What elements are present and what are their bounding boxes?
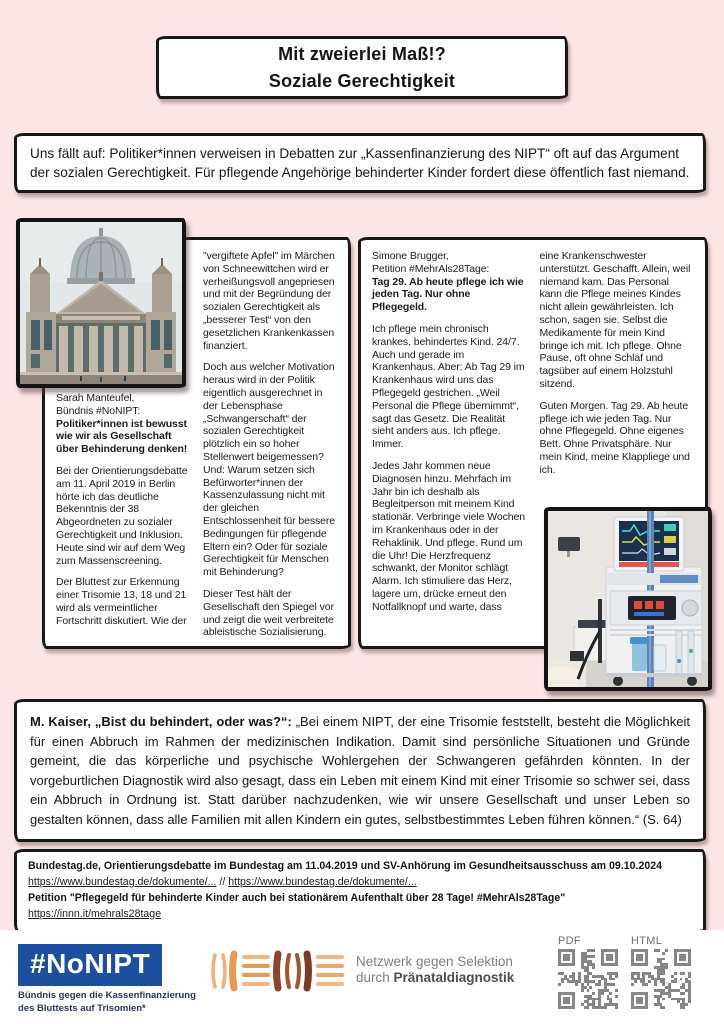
qr-code-html xyxy=(631,949,691,1009)
page-title-line1: Mit zweierlei Maß!? xyxy=(278,43,446,64)
paragraph: eine Krankenschwester unterstützt. Geschafft. Allein, weil niemand kam. Das Personal kann die Pflege meines Kindes nicht allein gewährleisten. Ich schon, sagen sie. Selbst die Medikamente für mein Kind bringe ich mit. Ich pflege. Ohne Pause, oft ohne Schlaf und tagsüber auf einem Holzstuhl sitzend. xyxy=(539,250,691,390)
netzwerk-logo-icon xyxy=(208,950,348,992)
intro-text: Uns fällt auf: Politiker*innen verweisen in Debatten zur „Kassenfinanzierung des NIPT“ oft auf das Argument der sozialen Gerechtigkeit. Für pflegende Angehörige behinderter Kinder fordert diese öffentlich fast niemand. xyxy=(30,146,690,181)
qr-label-html: HTML xyxy=(631,935,663,947)
medical-ventilator-photo xyxy=(544,507,712,691)
paragraph: Doch aus welcher Motivation heraus wird in der Politik eigentlich ausgerechnet in der Lebensphase „Schwangerschaft“ der sozialen Gerechtigkeit plötzlich ein so hoher Stellenwert beigemessen? Und: Warum setzen sich Befürworter*innen der Kassenzulassung nicht mit der gleichen Entschlossenheit für bessere Bedingungen für pflegende Eltern ein? Oder für soziale Gerechtigkeit für Menschen mit Behinderung? xyxy=(203,361,336,579)
column-2 xyxy=(203,250,337,639)
page-title-line2: Soziale Gerechtigkeit xyxy=(268,70,456,91)
title-box xyxy=(156,36,568,99)
sources-box xyxy=(14,849,706,933)
nonipt-logo-badge: #NoNIPT xyxy=(18,944,162,986)
petition-link[interactable]: https://innn.it/mehrals28tage xyxy=(28,907,162,920)
reichstag-photo xyxy=(16,218,186,388)
paragraph: Jedes Jahr kommen neue Diagnosen hinzu. Mehrfach im Jahr bin ich deshalb als Begleitperson mit meinem Kind stationär. Verbringe viele Wochen im Krankenhaus oder in der Rehaklinik. Und pflege. Rund um die Uhr! Die Herzfrequenz schwankt, der Monitor schlägt Alarm. Ich stimuliere das Herz, lagere um, drücke erneut den Notfallknopf und warte, dass xyxy=(372,459,525,613)
paragraph: Der Bluttest zur Erkennung einer Trisomie 13, 18 und 21 wird als vermeintlicher Fortschritt diskutiert. Wie der xyxy=(56,576,187,627)
bundestag-link-2[interactable]: https://www.bundestag.de/dokumente/... xyxy=(228,875,417,888)
source-title-bundestag: Bundestag.de, Orientierungsdebatte im Bundestag am 11.04.2019 und SV-Anhörung im Gesundheitsausschuss am 09.10.2024 xyxy=(28,860,663,872)
intro-box xyxy=(14,133,706,193)
quote-box xyxy=(14,699,706,842)
nonipt-logo xyxy=(18,944,196,1016)
qr-label-pdf: PDF xyxy=(558,935,581,947)
statement-headline: Tag 29. Ab heute pflege ich wie jeden Tag. Nur ohne Pflegegeld. xyxy=(372,275,524,314)
link-separator: // xyxy=(219,875,226,888)
netzwerk-logo-text: Netzwerk gegen Selektion durch Pränataldiagnostik xyxy=(356,954,515,985)
speaker-org: Bündnis #NoNIPT: xyxy=(56,404,141,417)
source-title-petition: Petition "Pflegegeld für behinderte Kinder auch bei stationärem Aufenthalt über 28 Tage! #MehrAls28Tage" xyxy=(28,891,566,904)
statement-headline: Politiker*innen ist bewusst wie wir als Gesellschaft über Behinderung denken! xyxy=(56,417,188,456)
quote-attribution: M. Kaiser, „Bist du behindert, oder was?“: xyxy=(30,714,292,729)
paragraph: Guten Morgen. Tag 29. Ab heute pflege ich wie jeden Tag. Nur ohne Pflegegeld. Ohne eigenes Bett. Ohne Privatsphäre. Nur mein Kind, meine Klappliege und ich. xyxy=(539,399,690,476)
quote-text: „Bei einem NIPT, der eine Trisomie feststellt, besteht die Möglichkeit für einen Abbruch im Rahmen der medizinischen Indikation. Damit sind persönliche Situationen und Gründe gemeint, die das körperliche und psychische Wohlergehen der Schwangeren gefährden könnten. In der vorgeburtlichen Diagnostik wird also gesagt, dass ein Leben mit einem Kind mit einer Trisomie so schwer sei, dass ein Abbruch in Ordnung ist. Statt darüber nachzudenken, wie wir unsere Gesellschaft und unser Leben so gestalten können, dass alle Familien mit allen Kindern ein gutes, selbstbestimmtes Leben führen können.“ (S. 64) xyxy=(30,714,690,827)
speaker-name: Sarah Manteufel, xyxy=(56,392,135,404)
paragraph: Ich pflege mein chronisch krankes, behindertes Kind. 24/7. Auch und gerade im Krankenhaus. Aber: Ab Tag 29 im Krankenhaus wird uns das Pflegegeld gestrichen. „Weil Personal die Pflege übernimmt“, sagt das Gesetz. Die Realität sieht anders aus. Ich pflege. Immer. xyxy=(372,322,525,451)
speaker-org: Petition #MehrAls28Tage: xyxy=(372,262,490,275)
paragraph: Bei der Orientierungsdebatte am 11. April 2019 in Berlin hörte ich das deutliche Bekenntnis der 38 Abgeordneten zu sozialer Gerechtigkeit und Inklusion. Heute sind wir auf dem Weg zum Massenscreening. xyxy=(56,464,188,567)
nonipt-tagline: Bündnis gegen die Kassenfinanzierung des Bluttests auf Trisomien* xyxy=(18,990,196,1014)
column-3 xyxy=(372,250,527,636)
paragraph: Dieser Test hält der Gesellschaft den Spiegel vor und zeigt die weit verbreitete ableistische Sozialisierung. xyxy=(203,587,334,639)
paragraph: "vergiftete Apfel" im Märchen von Schneewittchen wird er verheißungsvoll angepriesen und mit der Begründung der sozialen Gerechtigkeit als „besserer Test“ von den gesetzlichen Krankenkassen finanziert. xyxy=(203,250,335,352)
footer xyxy=(0,930,724,1024)
speaker-name: Simone Brugger, xyxy=(372,250,449,262)
bundestag-link-1[interactable]: https://www.bundestag.de/dokumente/... xyxy=(28,875,217,888)
qr-code-pdf xyxy=(558,949,618,1009)
